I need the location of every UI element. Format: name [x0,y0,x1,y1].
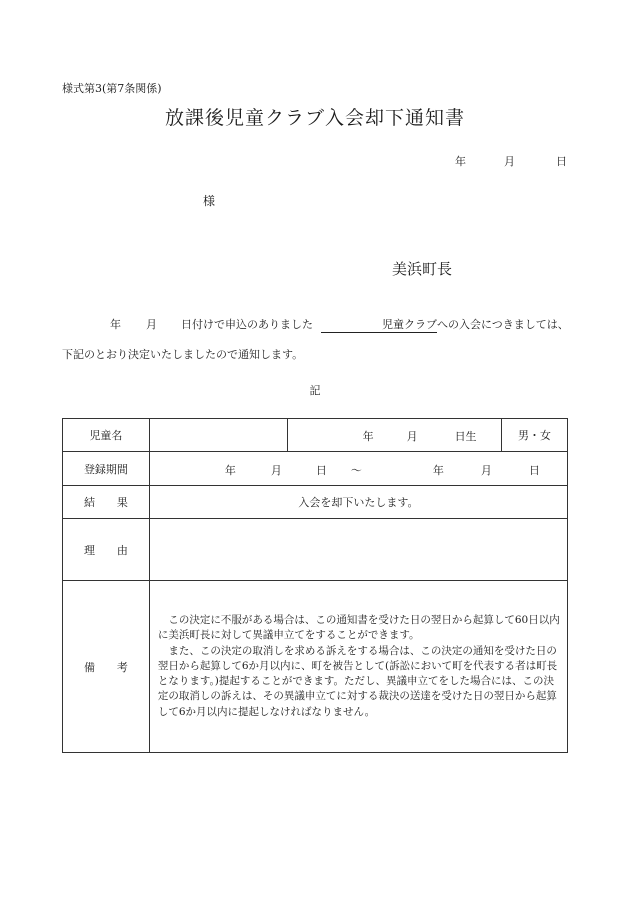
remarks-paragraph-2: また、この決定の取消しを求める訴えをする場合は、この決定の通知を受けた日の翌日から起算して6か月以内に、町を被告として(訴訟において町を代表する者は町長となります。)提起することができます。ただし、異議申立てをした場合には、この決定の取消しの訴えは、その異議申立てに対する裁決の送達を受けた日の翌日から起算して6か月以内に提起しなければなりません。 [157,644,558,718]
addressee-suffix: 様 [203,194,216,208]
birth-month: 月 [406,430,418,443]
form-number: 様式第3(第7条関係) [62,82,162,95]
result-label: 結 果 [63,486,150,519]
gender-options: 男・女 [502,419,568,452]
notice-table [62,418,568,753]
period-end-year: 年 [432,463,444,477]
club-name-field: 児童クラブ [321,316,437,333]
issuer-name: 美浜町長 [392,260,453,278]
body-year: 年 [110,318,121,331]
reason-label: 理 由 [63,519,150,581]
remarks-row [63,581,568,753]
period-end-month: 月 [480,463,492,477]
body-month: 月 [146,318,157,331]
birth-date-cell [287,419,502,452]
result-value: 入会を却下いたします。 [149,486,567,519]
date-month: 月 [504,155,515,168]
birth-day: 日生 [454,430,477,443]
period-row [63,452,568,486]
reason-value [149,519,567,581]
period-label: 登録期間 [63,452,150,486]
date-year: 年 [455,155,466,168]
birth-year: 年 [362,430,374,443]
result-row [63,486,568,519]
remarks-value [149,581,567,753]
body-text-line2: 下記のとおり決定いたしましたので通知します。 [62,348,304,361]
ki-heading: 記 [309,384,321,397]
period-start-day: 日 [315,463,327,477]
period-value [149,452,567,486]
body-text-line1-end: への入会につきましては、 [437,318,569,331]
child-name-value [149,419,287,452]
period-end-day: 日 [528,463,540,477]
document-title: 放課後児童クラブ入会却下通知書 [164,107,465,129]
remarks-paragraph-1: この決定に不服がある場合は、この通知書を受けた日の翌日から起算して60日以内に美浜町長に対して異議申立てをすることができます。 [157,614,560,642]
reason-row [63,519,568,581]
child-name-row [63,419,568,452]
period-tilde: 〜 [350,463,362,477]
child-name-label: 児童名 [63,419,150,452]
body-text-line1: 日付けで申込のありました [181,318,313,331]
remarks-label: 備 考 [63,581,150,753]
period-start-year: 年 [224,463,236,477]
date-day: 日 [556,155,567,168]
period-start-month: 月 [270,463,282,477]
